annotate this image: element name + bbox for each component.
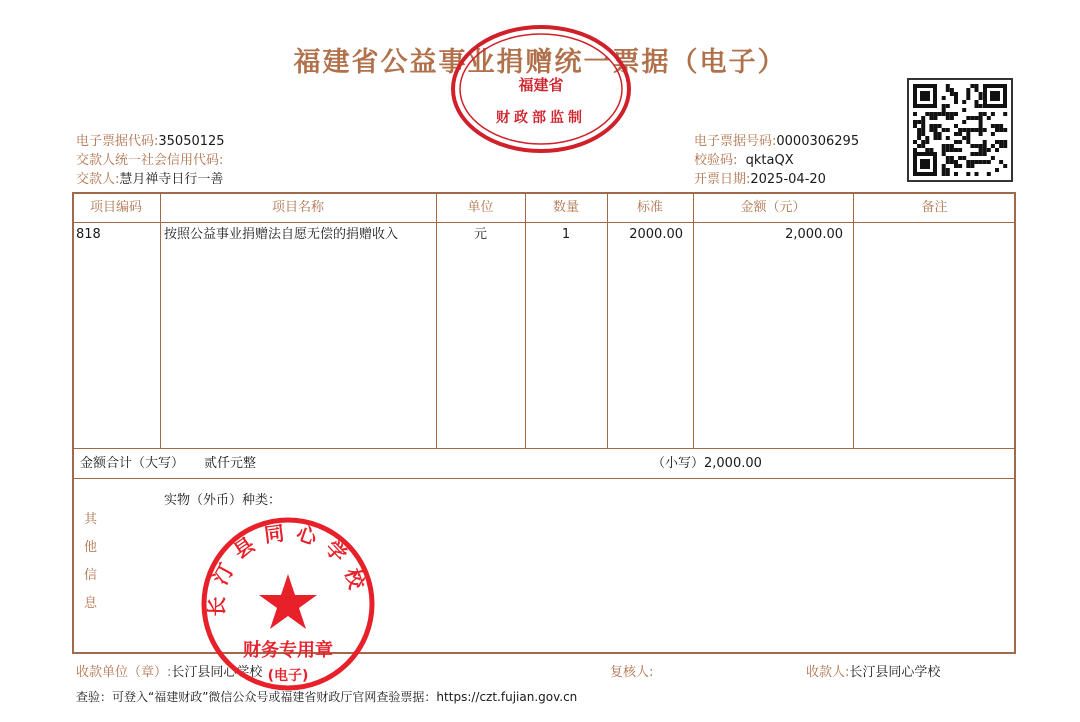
finance-seal-bottom: 财政部监制 xyxy=(496,110,586,126)
header-unit: 单位 xyxy=(467,200,494,215)
header-name: 项目名称 xyxy=(271,200,324,215)
other-info-char: 其 xyxy=(84,512,98,527)
goods-label: 实物（外币）种类： xyxy=(164,493,282,508)
stamp-sub-text: (电子) xyxy=(267,668,309,684)
header-remark: 备注 xyxy=(921,200,948,215)
check-value: qktaQX xyxy=(745,153,794,168)
payer-value: 慧月禅寺日行一善 xyxy=(119,172,224,187)
finance-stamp xyxy=(200,516,376,696)
col-divider xyxy=(853,192,854,448)
number-label: 电子票据号码: xyxy=(694,134,777,149)
other-info-char: 息 xyxy=(84,596,98,611)
payee-unit-value: 长汀县同心学校 xyxy=(171,665,263,680)
total-upper: 贰仟元整 xyxy=(204,456,257,471)
number-value: 0000306295 xyxy=(776,134,860,149)
total-label: 金额合计（大写） xyxy=(80,456,185,471)
page-title: 福建省公益事业捐赠统一票据（电子） xyxy=(293,47,787,78)
finance-seal xyxy=(450,24,632,158)
row-code: 818 xyxy=(76,227,101,242)
row-unit: 元 xyxy=(473,227,487,242)
credit-label: 交款人统一社会信用代码: xyxy=(76,153,224,168)
check-label: 校验码: xyxy=(694,153,738,168)
total-small-label: （小写） xyxy=(652,456,705,471)
row-qty: 1 xyxy=(561,227,571,242)
qr-code-icon xyxy=(907,78,1013,182)
header-qty: 数量 xyxy=(552,200,579,215)
payee-value: 长汀县同心学校 xyxy=(849,665,941,680)
payee-label: 收款人: xyxy=(806,665,850,680)
payer-label: 交款人: xyxy=(76,172,120,187)
row-name: 按照公益事业捐赠法自愿无偿的捐赠收入 xyxy=(164,227,399,242)
header-amount: 金额（元） xyxy=(740,200,806,215)
other-info-char: 信 xyxy=(84,568,98,583)
reviewer xyxy=(610,661,653,680)
code-value: 35050125 xyxy=(158,134,225,149)
verify-text: 查验：可登入“福建财政”微信公众号或福建省财政厅官网查验票据：https://czt.fujian.gov.cn xyxy=(76,690,578,704)
code-label: 电子票据代码: xyxy=(76,134,159,149)
header-standard: 标准 xyxy=(636,200,663,215)
payee-unit-label: 收款单位（章）: xyxy=(76,665,172,680)
row-amount: 2,000.00 xyxy=(785,227,843,242)
date-label: 开票日期: xyxy=(694,172,751,187)
total-small: 2,000.00 xyxy=(704,456,762,471)
date-value: 2025-04-20 xyxy=(750,172,826,187)
finance-seal-center: 福建省 xyxy=(518,76,564,94)
body-row-divider xyxy=(72,448,1016,449)
header-right xyxy=(694,132,859,189)
stamp-center-text: 财务专用章 xyxy=(243,640,333,661)
other-info-char: 他 xyxy=(84,540,98,555)
col-divider xyxy=(160,192,161,448)
star-icon xyxy=(259,574,317,629)
header-code: 项目编码 xyxy=(89,200,142,215)
header-left xyxy=(76,132,225,189)
row-standard: 2000.00 xyxy=(629,227,683,242)
total-row-divider xyxy=(72,478,1016,479)
reviewer-label: 复核人: xyxy=(610,665,654,680)
payee xyxy=(806,661,940,680)
stamp-ring-text: 长汀县同心学校 xyxy=(204,519,372,617)
